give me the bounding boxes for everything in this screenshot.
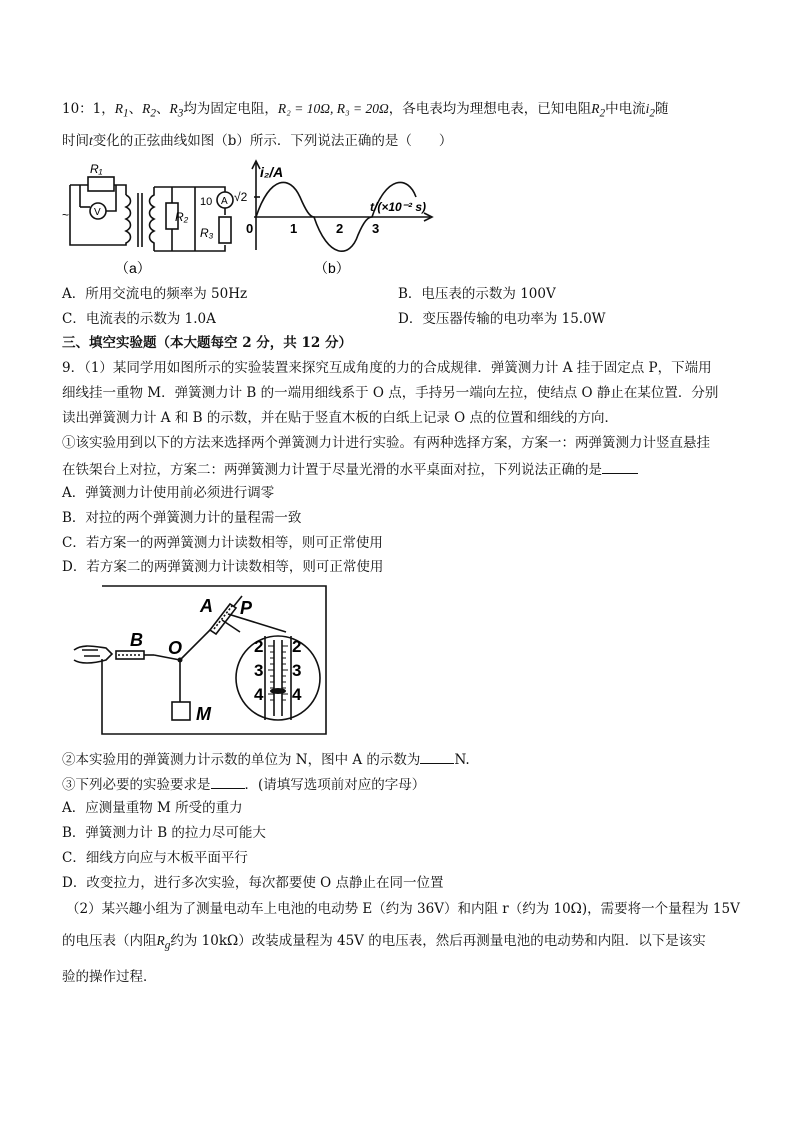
graph-tick-3: 3 (372, 221, 380, 236)
graph-y-label: i₂/A (260, 164, 284, 180)
q9-s1-option-a[interactable]: A．弹簧测力计使用前必须进行调零 (62, 485, 275, 501)
caption-b: （b） (314, 260, 350, 276)
label-b: B (130, 630, 143, 650)
q9-p2-line-2: 的电压表（内阻$R_g$约为 10kΩ）改装成量程为 45V 的电压表，然后再测量电池的电动势和内阻．以下是该实 (62, 933, 706, 952)
q9-s1-option-c[interactable]: C．若方案一的两弹簧测力计读数相等，则可正常使用 (62, 535, 383, 551)
q9-s1-option-b[interactable]: B．对拉的两个弹簧测力计的量程需一致 (62, 510, 302, 526)
knot-o (178, 658, 183, 663)
q9-s1-line-1: ①该实验用到以下的方法来选择两个弹簧测力计进行实验。有两种选择方案，方案一：两弹簧测力计竖直悬挂 (62, 435, 710, 451)
q9-s3-option-a[interactable]: A．应测量重物 M 所受的重力 (62, 800, 243, 816)
answer-blank-3[interactable] (211, 774, 245, 789)
q9-s1-option-d[interactable]: D．若方案二的两弹簧测力计读数相等，则可正常使用 (62, 559, 384, 575)
label-p: P (240, 598, 253, 618)
pointer-icon (270, 688, 286, 694)
q8-line-1: 10：1，$R_1$、$R_2$、$R_3$均为固定电阻，R₂ = 10Ω, R₃ = 20Ω，各电表均为理想电表，已知电阻$R_2$中电流$i_2$随 (62, 101, 669, 120)
label-r3: R₃ (200, 226, 214, 240)
svg-text:~: ~ (62, 208, 70, 222)
q9-p1-line-2: 细线挂一重物 M．弹簧测力计 B 的一端用细线系于 O 点，手持另一端向左拉，使结点 O 静止在某位置．分别 (62, 385, 719, 401)
var-r2-b: $R_2$ (591, 101, 606, 120)
scale-right-3: 3 (292, 661, 302, 680)
q8-option-d[interactable]: D．变压器传输的电功率为 15.0W (398, 311, 606, 327)
q9-s2: ②本实验用的弹簧测力计示数的单位为 N，图中 A 的示数为 N. (62, 749, 470, 769)
scale-right-2: 2 (292, 637, 302, 656)
q9-p2-line-3: 验的操作过程． (62, 969, 157, 985)
label-o: O (168, 638, 183, 658)
section-heading: 三、填空实验题（本大题每空 2 分，共 12 分） (62, 335, 352, 351)
graph-tick-2: 2 (336, 221, 344, 236)
scale-left-2: 2 (254, 637, 264, 656)
label-a: A (200, 596, 213, 616)
spring-balance-figure (62, 584, 332, 740)
q8-option-c[interactable]: C．电流表的示数为 1.0A (62, 311, 216, 327)
resistance-formula: R₂ = 10Ω, R₃ = 20Ω (277, 101, 389, 116)
graph-x-label: t/(×10⁻² s) (370, 200, 427, 214)
q9-s3-option-d[interactable]: D．改变拉力，进行多次实验，每次都要使 O 点静止在同一位置 (62, 875, 444, 891)
graph-amplitude: √2 (234, 190, 248, 204)
q9-s3-option-c[interactable]: C．细线方向应与木板平面平行 (62, 850, 248, 866)
var-r1: $R_1$ (114, 101, 129, 120)
q8-option-b[interactable]: B．电压表的示数为 100V (398, 286, 556, 302)
label-m: M (196, 704, 211, 724)
q9-p1-line-1: 9．（1）某同学用如图所示的实验装置来探究互成角度的力的合成规律．弹簧测力计 A 挂于固定点 P，下端用 (62, 360, 712, 376)
q9-s3-option-b[interactable]: B．弹簧测力计 B 的拉力尽可能大 (62, 825, 266, 841)
q9-p1-line-3: 读出弹簧测力计 A 和 B 的示数，并在贴于竖直木板的白纸上记录 O 点的位置和细线的方向． (62, 410, 618, 426)
var-i2: $i_2$ (645, 101, 656, 120)
var-r2: $R_2$ (142, 101, 157, 120)
scale-left-3: 3 (254, 661, 264, 680)
var-rg: $R_g$ (156, 933, 171, 952)
var-r3: $R_3$ (169, 101, 184, 120)
q8-option-a[interactable]: A．所用交流电的频率为 50Hz (62, 286, 248, 302)
current-graph-b (232, 155, 447, 280)
scale-right-4: 4 (292, 685, 302, 704)
label-r2: R₂ (175, 210, 189, 224)
q8-line-2: 时间t变化的正弦曲线如图（b）所示．下列说法正确的是（ ） (62, 133, 453, 149)
label-voltmeter: V (94, 207, 101, 218)
scale-left-4: 4 (254, 685, 264, 704)
graph-origin: 0 (246, 221, 254, 236)
label-ratio: 10 (200, 196, 213, 208)
q9-s3: ③下列必要的实验要求是 ．(请填写选项前对应的字母） (62, 774, 425, 794)
label-r1: R₁ (90, 162, 103, 176)
circuit-figure-a (60, 155, 240, 280)
caption-a: （a） (115, 260, 151, 276)
answer-blank-1[interactable] (602, 459, 638, 474)
q9-p2-line-1: （2）某兴趣小组为了测量电动车上电池的电动势 E（约为 36V）和内阻 r（约为 10Ω)，需要将一个量程为 15V (66, 901, 740, 917)
graph-tick-1: 1 (290, 221, 298, 236)
q9-s1-line-2: 在铁架台上对拉，方案二：两弹簧测力计置于尽量光滑的水平桌面对拉，下列说法正确的是 (62, 459, 638, 479)
answer-blank-2[interactable] (420, 749, 454, 764)
label-ammeter: A (221, 196, 228, 207)
